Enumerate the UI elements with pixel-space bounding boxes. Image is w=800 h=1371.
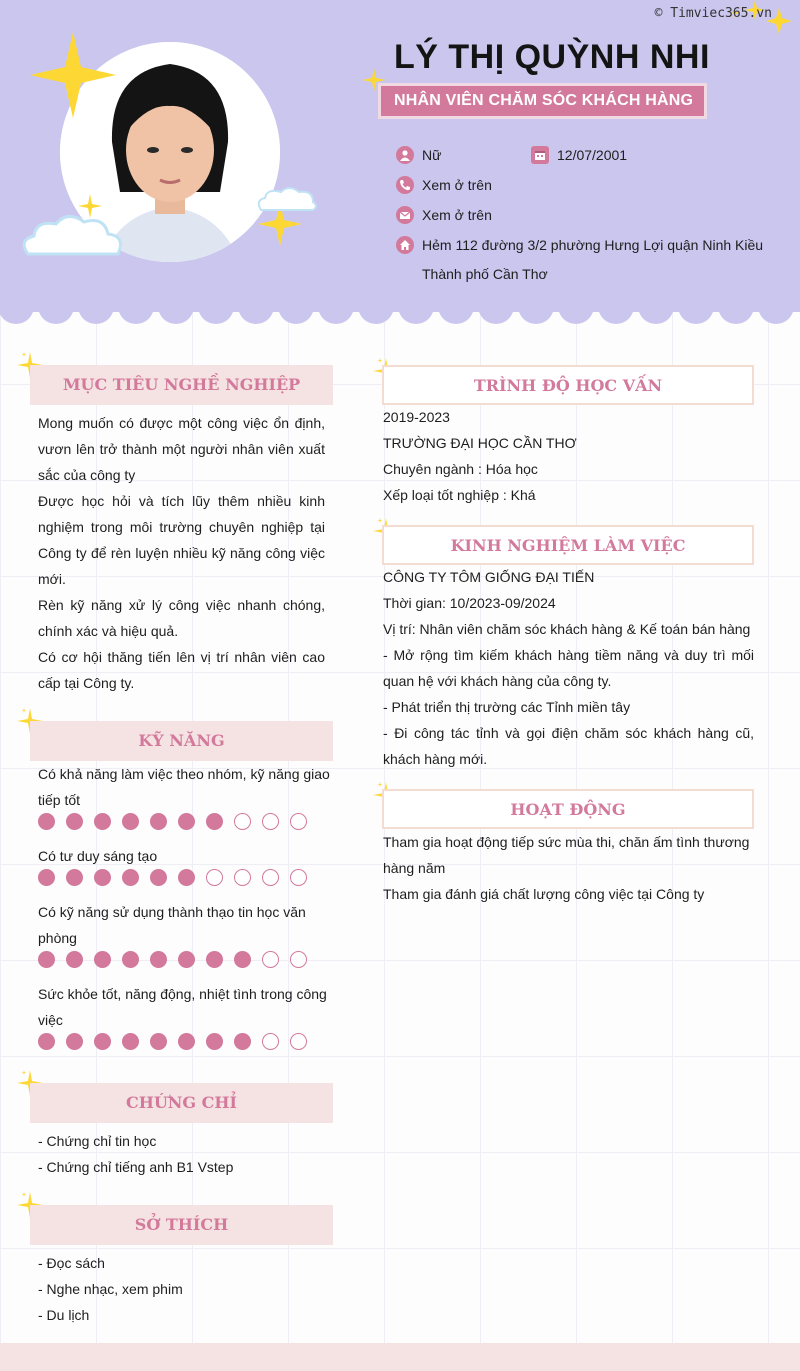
rating-dot-empty xyxy=(290,869,307,886)
gender-row xyxy=(396,146,441,164)
experience-duty: - Phát triển thị trường các Tỉnh miền tây xyxy=(383,699,631,715)
experience-period: Thời gian: 10/2023-09/2024 xyxy=(383,595,556,611)
rating-dot-filled xyxy=(122,813,139,830)
scallop-border xyxy=(0,296,800,326)
experience-position: Vị trí: Nhân viên chăm sóc khách hàng & Kế toán bán hàng xyxy=(383,621,751,637)
rating-dot-filled xyxy=(122,869,139,886)
rating-dot-empty xyxy=(234,813,251,830)
rating-dot-filled xyxy=(178,813,195,830)
skill-label: Có khả năng làm việc theo nhóm, kỹ năng giao tiếp tốt xyxy=(38,766,330,808)
objective-heading: MỤC TIÊU NGHỀ NGHIỆP xyxy=(30,365,333,405)
rating-dot-filled xyxy=(178,1033,195,1050)
rating-dot-filled xyxy=(38,813,55,830)
experience-duty: - Đi công tác tỉnh và gọi điện chăm sóc khách hàng cũ, khách hàng mới. xyxy=(383,725,754,767)
rating-dot-empty xyxy=(262,869,279,886)
rating-dot-filled xyxy=(94,1033,111,1050)
home-icon xyxy=(396,236,414,254)
education-body xyxy=(383,404,753,508)
gender-value: Nữ xyxy=(422,147,442,163)
education-grade: Xếp loại tốt nghiệp : Khá xyxy=(383,487,536,503)
address-line2: Thành phố Cần Thơ xyxy=(422,266,548,282)
rating-dot-filled xyxy=(178,951,195,968)
experience-duty: - Mở rộng tìm kiếm khách hàng tiềm năng và duy trì mối quan hệ với khách hàng của công ty. xyxy=(383,647,754,689)
candidate-name: LÝ THỊ QUỲNH NHI xyxy=(394,38,710,76)
skill-rating xyxy=(38,813,318,830)
address-line1: Hẻm 112 đường 3/2 phường Hưng Lợi quận Ninh Kiều xyxy=(422,237,764,253)
objective-paragraph: Được học hỏi và tích lũy thêm nhiều kinh nghiệm trong môi trường chuyên nghiệp tại Công ty để rèn luyện nhiều kỹ năng công việc mới. xyxy=(38,493,325,587)
phone-icon xyxy=(396,176,414,194)
rating-dot-empty xyxy=(206,869,223,886)
rating-dot-empty xyxy=(290,1033,307,1050)
rating-dot-filled xyxy=(206,1033,223,1050)
skill-rating xyxy=(38,869,318,886)
experience-company: CÔNG TY TÔM GIỐNG ĐẠI TIẾN xyxy=(383,569,595,585)
rating-dot-empty xyxy=(262,951,279,968)
experience-body xyxy=(383,564,754,772)
rating-dot-filled xyxy=(38,869,55,886)
activity-item: Tham gia hoạt động tiếp sức mùa thi, chăn ấm tình thương hàng năm xyxy=(383,834,750,876)
objective-body xyxy=(38,410,325,696)
rating-dot-filled xyxy=(38,951,55,968)
rating-dot-filled xyxy=(178,869,195,886)
activities-heading: HOẠT ĐỘNG xyxy=(382,789,754,829)
list-item: - Nghe nhạc, xem phim xyxy=(38,1281,183,1297)
job-title: NHÂN VIÊN CHĂM SÓC KHÁCH HÀNG xyxy=(378,83,707,119)
cloud-icon xyxy=(18,210,128,266)
skill-label: Có kỹ năng sử dụng thành thạo tin học văn phòng xyxy=(38,904,306,946)
rating-dot-empty xyxy=(290,951,307,968)
experience-heading: KINH NGHIỆM LÀM VIỆC xyxy=(382,525,754,565)
rating-dot-filled xyxy=(150,813,167,830)
objective-paragraph: Có cơ hội thăng tiến lên vị trí nhân viên cao cấp tại Công ty. xyxy=(38,649,325,691)
skill-rating xyxy=(38,1033,318,1050)
rating-dot-filled xyxy=(66,813,83,830)
star-icon xyxy=(28,30,118,120)
mail-icon xyxy=(396,206,414,224)
rating-dot-empty xyxy=(262,1033,279,1050)
rating-dot-filled xyxy=(66,869,83,886)
objective-paragraph: Mong muốn có được một công việc ổn định, vươn lên trở thành một người nhân viên xuất sắc của công ty xyxy=(38,415,325,483)
email-row xyxy=(396,206,492,224)
footer-bar xyxy=(0,1343,800,1371)
education-years: 2019-2023 xyxy=(383,409,450,425)
birthdate-value: 12/07/2001 xyxy=(557,147,628,163)
calendar-icon xyxy=(531,146,549,164)
rating-dot-filled xyxy=(66,951,83,968)
phone-value: Xem ở trên xyxy=(422,177,492,193)
rating-dot-filled xyxy=(234,1033,251,1050)
rating-dot-empty xyxy=(262,813,279,830)
rating-dot-filled xyxy=(150,869,167,886)
email-value: Xem ở trên xyxy=(422,207,492,223)
education-heading: TRÌNH ĐỘ HỌC VẤN xyxy=(382,365,754,405)
skill-rating xyxy=(38,951,318,968)
education-school: TRƯỜNG ĐẠI HỌC CẦN THƠ xyxy=(383,435,577,451)
rating-dot-empty xyxy=(234,869,251,886)
skills-heading: KỸ NĂNG xyxy=(30,721,333,761)
rating-dot-empty xyxy=(290,813,307,830)
rating-dot-filled xyxy=(150,1033,167,1050)
rating-dot-filled xyxy=(94,951,111,968)
objective-paragraph: Rèn kỹ năng xử lý công việc nhanh chóng, chính xác và hiệu quả. xyxy=(38,597,325,639)
hobbies-list xyxy=(38,1250,328,1328)
footer-brand: © Timviec365.vn xyxy=(654,6,772,21)
rating-dot-filled xyxy=(94,869,111,886)
phone-row xyxy=(396,176,492,194)
certificates-heading: CHỨNG CHỈ xyxy=(30,1083,333,1123)
skill-label: Có tư duy sáng tạo xyxy=(38,848,158,864)
certificates-list xyxy=(38,1128,328,1180)
address-row-2 xyxy=(422,266,548,282)
rating-dot-filled xyxy=(94,813,111,830)
rating-dot-filled xyxy=(206,813,223,830)
list-item: - Đọc sách xyxy=(38,1255,105,1271)
birthdate-row xyxy=(531,146,627,164)
rating-dot-filled xyxy=(122,951,139,968)
list-item: - Chứng chỉ tiếng anh B1 Vstep xyxy=(38,1159,234,1175)
rating-dot-filled xyxy=(66,1033,83,1050)
list-item: - Chứng chỉ tin học xyxy=(38,1133,157,1149)
cloud-icon xyxy=(255,184,319,216)
person-icon xyxy=(396,146,414,164)
address-row xyxy=(396,236,763,254)
skill-label: Sức khỏe tốt, năng động, nhiệt tình trong công việc xyxy=(38,986,327,1028)
education-major: Chuyên ngành : Hóa học xyxy=(383,461,538,477)
activities-body xyxy=(383,829,754,907)
hobbies-heading: SỞ THÍCH xyxy=(30,1205,333,1245)
list-item: - Du lịch xyxy=(38,1307,90,1323)
activity-item: Tham gia đánh giá chất lượng công việc tại Công ty xyxy=(383,886,705,902)
rating-dot-filled xyxy=(234,951,251,968)
rating-dot-filled xyxy=(206,951,223,968)
rating-dot-filled xyxy=(122,1033,139,1050)
rating-dot-filled xyxy=(150,951,167,968)
rating-dot-filled xyxy=(38,1033,55,1050)
